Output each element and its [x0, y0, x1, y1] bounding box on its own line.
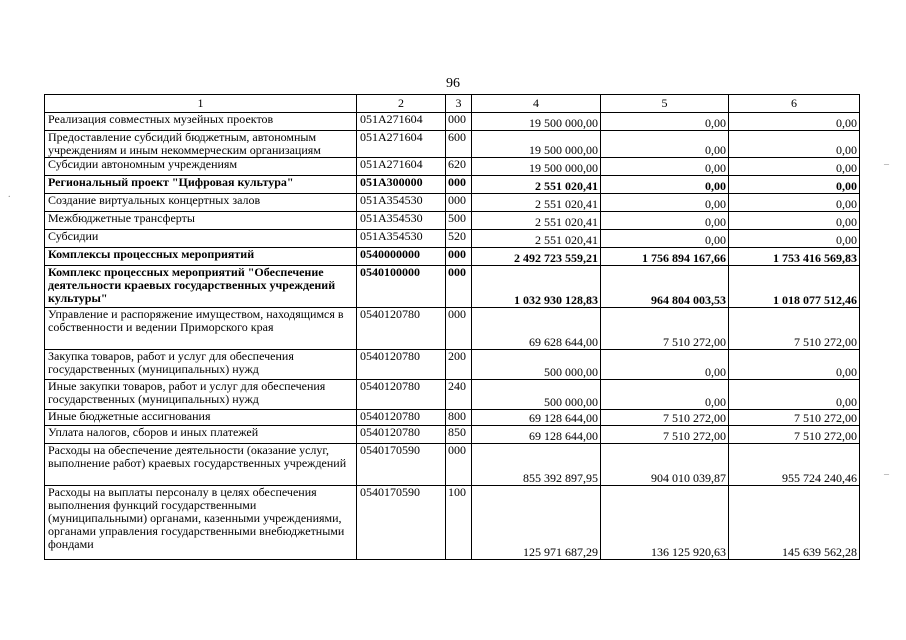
row-name: Расходы на выплаты персоналу в целях обеспечения выполнения функций государственными (муниципальными) органами, казенными учреждениями, органами управления государственными внебюджетными фондами	[45, 486, 357, 560]
table-row	[45, 426, 860, 444]
row-expense-type: 850	[446, 426, 472, 444]
table-row	[45, 266, 860, 308]
row-expense-type: 800	[446, 410, 472, 426]
row-name: Реализация совместных музейных проектов	[45, 113, 357, 131]
row-amount-col4: 500 000,00	[472, 350, 601, 380]
column-header: 6	[729, 95, 860, 113]
row-expense-type: 000	[446, 176, 472, 194]
scan-mark: –	[884, 469, 889, 480]
budget-table	[44, 94, 860, 560]
table-row	[45, 444, 860, 486]
row-name: Создание виртуальных концертных залов	[45, 194, 357, 212]
row-expense-type: 000	[446, 308, 472, 350]
table-body	[45, 113, 860, 560]
row-amount-col6: 7 510 272,00	[729, 410, 860, 426]
row-code: 0540120780	[357, 350, 446, 380]
row-amount-col5: 0,00	[601, 113, 729, 131]
row-amount-col6: 0,00	[729, 230, 860, 248]
row-code: 051A354530	[357, 212, 446, 230]
row-expense-type: 000	[446, 444, 472, 486]
row-expense-type: 000	[446, 194, 472, 212]
row-amount-col6: 0,00	[729, 176, 860, 194]
table-row	[45, 131, 860, 158]
row-expense-type: 520	[446, 230, 472, 248]
table-row	[45, 248, 860, 266]
row-name: Предоставление субсидий бюджетным, автономным учреждениям и иным некоммерческим организациям	[45, 131, 357, 158]
table-row	[45, 308, 860, 350]
row-amount-col6: 145 639 562,28	[729, 486, 860, 560]
row-amount-col4: 2 551 020,41	[472, 212, 601, 230]
row-expense-type: 000	[446, 266, 472, 308]
row-amount-col5: 1 756 894 167,66	[601, 248, 729, 266]
row-amount-col6: 7 510 272,00	[729, 426, 860, 444]
table-row	[45, 350, 860, 380]
row-amount-col4: 2 551 020,41	[472, 176, 601, 194]
row-expense-type: 620	[446, 158, 472, 176]
row-amount-col5: 7 510 272,00	[601, 426, 729, 444]
row-name: Комплексы процессных мероприятий	[45, 248, 357, 266]
row-amount-col5: 0,00	[601, 158, 729, 176]
row-name: Субсидии автономным учреждениям	[45, 158, 357, 176]
row-amount-col5: 0,00	[601, 350, 729, 380]
column-header: 5	[601, 95, 729, 113]
row-amount-col5: 904 010 039,87	[601, 444, 729, 486]
table-row	[45, 158, 860, 176]
table-row	[45, 176, 860, 194]
row-amount-col5: 0,00	[601, 194, 729, 212]
column-header: 4	[472, 95, 601, 113]
row-name: Уплата налогов, сборов и иных платежей	[45, 426, 357, 444]
row-amount-col5: 0,00	[601, 131, 729, 158]
row-expense-type: 500	[446, 212, 472, 230]
row-name: Региональный проект "Цифровая культура"	[45, 176, 357, 194]
row-expense-type: 000	[446, 113, 472, 131]
row-amount-col5: 0,00	[601, 212, 729, 230]
row-amount-col6: 1 018 077 512,46	[729, 266, 860, 308]
row-amount-col4: 69 128 644,00	[472, 410, 601, 426]
row-name: Межбюджетные трансферты	[45, 212, 357, 230]
row-amount-col4: 69 628 644,00	[472, 308, 601, 350]
row-name: Субсидии	[45, 230, 357, 248]
row-code: 051A271604	[357, 158, 446, 176]
column-number-row	[45, 95, 860, 113]
row-code: 0540170590	[357, 486, 446, 560]
row-name: Закупка товаров, работ и услуг для обеспечения государственных (муниципальных) нужд	[45, 350, 357, 380]
row-name: Иные закупки товаров, работ и услуг для обеспечения государственных (муниципальных) нужд	[45, 380, 357, 410]
row-amount-col4: 500 000,00	[472, 380, 601, 410]
row-amount-col4: 2 551 020,41	[472, 230, 601, 248]
row-amount-col4: 2 492 723 559,21	[472, 248, 601, 266]
column-header: 1	[45, 95, 357, 113]
row-amount-col6: 0,00	[729, 194, 860, 212]
scan-mark: –	[884, 159, 889, 170]
row-code: 051A271604	[357, 131, 446, 158]
table-row	[45, 113, 860, 131]
row-amount-col4: 855 392 897,95	[472, 444, 601, 486]
row-code: 051A354530	[357, 230, 446, 248]
row-expense-type: 100	[446, 486, 472, 560]
row-amount-col4: 19 500 000,00	[472, 113, 601, 131]
row-amount-col4: 1 032 930 128,83	[472, 266, 601, 308]
row-expense-type: 000	[446, 248, 472, 266]
table-row	[45, 410, 860, 426]
row-amount-col6: 0,00	[729, 131, 860, 158]
row-code: 051A271604	[357, 113, 446, 131]
row-code: 0540100000	[357, 266, 446, 308]
scan-mark: .	[8, 189, 11, 200]
table-row	[45, 230, 860, 248]
row-code: 0540120780	[357, 308, 446, 350]
table-row	[45, 212, 860, 230]
row-amount-col6: 7 510 272,00	[729, 308, 860, 350]
row-code: 0540120780	[357, 380, 446, 410]
row-code: 0540000000	[357, 248, 446, 266]
row-amount-col6: 955 724 240,46	[729, 444, 860, 486]
row-amount-col5: 7 510 272,00	[601, 410, 729, 426]
row-amount-col6: 1 753 416 569,83	[729, 248, 860, 266]
row-amount-col5: 0,00	[601, 230, 729, 248]
row-amount-col4: 19 500 000,00	[472, 158, 601, 176]
row-name: Расходы на обеспечение деятельности (оказание услуг, выполнение работ) краевых государственных учреждений	[45, 444, 357, 486]
column-header: 3	[446, 95, 472, 113]
row-amount-col4: 69 128 644,00	[472, 426, 601, 444]
page-number: 96	[446, 76, 460, 91]
row-amount-col6: 0,00	[729, 380, 860, 410]
row-code: 051A354530	[357, 194, 446, 212]
row-amount-col6: 0,00	[729, 212, 860, 230]
row-code: 0540120780	[357, 426, 446, 444]
row-amount-col5: 136 125 920,63	[601, 486, 729, 560]
row-code: 051A300000	[357, 176, 446, 194]
row-name: Управление и распоряжение имуществом, находящимся в собственности и ведении Приморского края	[45, 308, 357, 350]
row-name: Комплекс процессных мероприятий "Обеспечение деятельности краевых государственных учреждений культуры"	[45, 266, 357, 308]
table-row	[45, 380, 860, 410]
row-amount-col4: 2 551 020,41	[472, 194, 601, 212]
row-amount-col4: 125 971 687,29	[472, 486, 601, 560]
row-amount-col5: 0,00	[601, 176, 729, 194]
row-amount-col6: 0,00	[729, 113, 860, 131]
table-row	[45, 194, 860, 212]
row-amount-col5: 964 804 003,53	[601, 266, 729, 308]
row-amount-col4: 19 500 000,00	[472, 131, 601, 158]
row-name: Иные бюджетные ассигнования	[45, 410, 357, 426]
row-expense-type: 200	[446, 350, 472, 380]
row-expense-type: 600	[446, 131, 472, 158]
row-amount-col5: 0,00	[601, 380, 729, 410]
row-amount-col6: 0,00	[729, 158, 860, 176]
row-code: 0540120780	[357, 410, 446, 426]
row-expense-type: 240	[446, 380, 472, 410]
column-header: 2	[357, 95, 446, 113]
row-amount-col5: 7 510 272,00	[601, 308, 729, 350]
row-amount-col6: 0,00	[729, 350, 860, 380]
table-row	[45, 486, 860, 560]
row-code: 0540170590	[357, 444, 446, 486]
